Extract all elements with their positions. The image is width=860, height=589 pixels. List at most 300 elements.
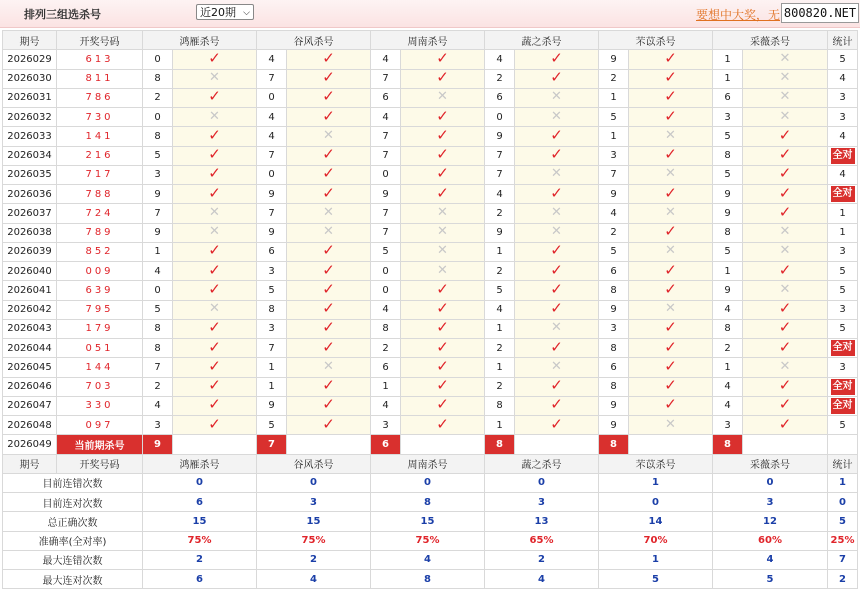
result-mark-cell	[515, 416, 599, 435]
check-icon: ✓	[208, 126, 221, 144]
check-icon: ✓	[778, 415, 792, 433]
kill-number-cell: 1	[713, 262, 743, 281]
result-mark-cell	[173, 185, 257, 204]
result-mark-cell	[173, 165, 257, 184]
kill-number-cell: 7	[143, 204, 173, 223]
period-cell: 2026040	[3, 262, 57, 281]
current-kill-number: 8	[713, 435, 743, 454]
period-cell: 2026037	[3, 204, 57, 223]
result-mark-cell	[401, 223, 485, 242]
stat-value: 1	[599, 473, 713, 492]
empty-cell	[743, 435, 828, 454]
cross-icon: ✕	[323, 204, 334, 220]
table-row	[3, 50, 858, 69]
kill-number-cell: 9	[599, 416, 629, 435]
stat-count: 0	[828, 493, 858, 512]
result-mark-cell	[743, 319, 828, 338]
period-cell: 2026047	[3, 396, 57, 415]
stat-value: 1	[599, 550, 713, 569]
table-row	[3, 281, 858, 300]
kill-number-cell: 8	[713, 146, 743, 165]
result-mark-cell	[401, 416, 485, 435]
kill-number-cell: 5	[143, 146, 173, 165]
check-icon: ✓	[550, 49, 563, 67]
kill-number-cell: 1	[485, 319, 515, 338]
check-icon: ✓	[322, 377, 335, 395]
kill-number-cell: 1	[599, 88, 629, 107]
count-cell: 5	[828, 262, 858, 281]
cross-icon: ✕	[665, 243, 676, 259]
check-icon: ✓	[208, 377, 221, 395]
stat-count: 25%	[828, 531, 858, 550]
result-mark-cell	[401, 146, 485, 165]
check-icon: ✓	[436, 146, 449, 164]
result-mark-cell	[287, 339, 371, 358]
period-cell: 2026043	[3, 319, 57, 338]
check-icon: ✓	[664, 377, 677, 395]
stat-value: 4	[371, 550, 485, 569]
table-row	[3, 204, 858, 223]
check-icon: ✓	[322, 88, 335, 106]
kill-number-cell: 7	[143, 358, 173, 377]
period-cell: 2026038	[3, 223, 57, 242]
check-icon: ✓	[322, 415, 335, 433]
check-icon: ✓	[208, 261, 221, 279]
result-mark-cell	[743, 242, 828, 261]
kill-number-cell: 1	[143, 242, 173, 261]
kill-number-cell: 8	[257, 300, 287, 319]
result-mark-cell	[173, 396, 257, 415]
check-icon: ✓	[436, 319, 449, 337]
col-expert-header: 蔬之杀号	[485, 31, 599, 50]
kill-number-cell: 5	[257, 416, 287, 435]
col-numbers-header: 开奖号码	[57, 454, 143, 473]
check-icon: ✓	[208, 396, 221, 414]
result-mark-cell	[515, 358, 599, 377]
result-mark-cell	[401, 319, 485, 338]
result-mark-cell	[287, 300, 371, 319]
period-cell: 2026046	[3, 377, 57, 396]
stat-value: 4	[485, 570, 599, 589]
kill-number-cell: 9	[599, 300, 629, 319]
kill-number-cell: 0	[143, 281, 173, 300]
check-icon: ✓	[778, 261, 792, 279]
kill-number-cell: 4	[143, 396, 173, 415]
draw-numbers-cell: 009	[57, 262, 143, 281]
kill-number-cell: 7	[485, 165, 515, 184]
kill-number-cell: 5	[599, 108, 629, 127]
result-mark-cell	[173, 319, 257, 338]
check-icon: ✓	[322, 242, 335, 260]
kill-number-table	[2, 30, 858, 589]
stat-label: 最大连对次数	[3, 570, 143, 589]
result-mark-cell	[287, 127, 371, 146]
check-icon: ✓	[322, 396, 335, 414]
stats-row	[3, 473, 858, 492]
result-mark-cell	[173, 146, 257, 165]
check-icon: ✓	[550, 261, 563, 279]
cross-icon: ✕	[323, 358, 334, 374]
kill-number-cell: 7	[257, 204, 287, 223]
check-icon: ✓	[664, 396, 677, 414]
result-mark-cell	[629, 396, 713, 415]
table-row	[3, 416, 858, 435]
result-mark-cell	[173, 339, 257, 358]
kill-number-cell: 0	[143, 50, 173, 69]
result-mark-cell	[743, 223, 828, 242]
table-row	[3, 185, 858, 204]
check-icon: ✓	[322, 338, 335, 356]
kill-number-cell: 7	[371, 204, 401, 223]
result-mark-cell	[743, 204, 828, 223]
result-mark-cell	[173, 358, 257, 377]
count-cell	[828, 339, 858, 358]
empty-cell	[629, 435, 713, 454]
result-mark-cell	[629, 416, 713, 435]
empty-cell	[173, 435, 257, 454]
check-icon: ✓	[208, 242, 221, 260]
count-cell: 4	[828, 127, 858, 146]
stat-value: 3	[257, 493, 371, 512]
kill-number-cell: 4	[713, 300, 743, 319]
stats-row	[3, 531, 858, 550]
draw-numbers-cell: 639	[57, 281, 143, 300]
check-icon: ✓	[208, 415, 221, 433]
kill-number-cell: 8	[713, 223, 743, 242]
kill-number-cell: 8	[599, 281, 629, 300]
result-mark-cell	[173, 69, 257, 88]
stat-value: 4	[713, 550, 828, 569]
kill-number-cell: 4	[257, 108, 287, 127]
period-range-select[interactable]	[196, 4, 254, 20]
current-kill-number: 8	[485, 435, 515, 454]
result-mark-cell	[287, 358, 371, 377]
draw-numbers-cell: 789	[57, 223, 143, 242]
result-mark-cell	[743, 358, 828, 377]
stat-value: 4	[257, 570, 371, 589]
result-mark-cell	[743, 88, 828, 107]
check-icon: ✓	[778, 396, 792, 414]
cross-icon: ✕	[551, 320, 562, 336]
result-mark-cell	[287, 223, 371, 242]
table-row	[3, 319, 858, 338]
check-icon: ✓	[436, 184, 449, 202]
check-icon: ✓	[436, 69, 449, 87]
result-mark-cell	[629, 223, 713, 242]
result-mark-cell	[173, 377, 257, 396]
result-mark-cell	[173, 281, 257, 300]
kill-number-cell: 6	[599, 262, 629, 281]
stat-value: 12	[713, 512, 828, 531]
kill-number-cell: 4	[599, 204, 629, 223]
kill-number-cell: 4	[257, 50, 287, 69]
kill-number-cell: 9	[713, 204, 743, 223]
check-icon: ✓	[436, 415, 449, 433]
check-icon: ✓	[550, 396, 563, 414]
result-mark-cell	[743, 396, 828, 415]
count-cell: 5	[828, 416, 858, 435]
result-mark-cell	[173, 127, 257, 146]
stat-value: 2	[257, 550, 371, 569]
check-icon: ✓	[778, 165, 792, 183]
kill-number-cell: 8	[143, 339, 173, 358]
stat-value: 3	[485, 493, 599, 512]
cross-icon: ✕	[779, 243, 791, 259]
result-mark-cell	[287, 69, 371, 88]
check-icon: ✓	[436, 357, 449, 375]
result-mark-cell	[743, 339, 828, 358]
table-row	[3, 146, 858, 165]
kill-number-cell: 1	[599, 127, 629, 146]
kill-number-cell: 8	[143, 319, 173, 338]
col-period-header: 期号	[3, 31, 57, 50]
result-mark-cell	[515, 69, 599, 88]
kill-number-cell: 7	[371, 127, 401, 146]
result-mark-cell	[743, 281, 828, 300]
check-icon: ✓	[208, 184, 221, 202]
result-mark-cell	[629, 146, 713, 165]
kill-number-cell: 4	[257, 127, 287, 146]
check-icon: ✓	[436, 49, 449, 67]
kill-number-cell: 5	[485, 281, 515, 300]
period-cell: 2026030	[3, 69, 57, 88]
check-icon: ✓	[322, 184, 335, 202]
draw-numbers-cell: 730	[57, 108, 143, 127]
result-mark-cell	[515, 281, 599, 300]
result-mark-cell	[401, 108, 485, 127]
stat-value: 15	[143, 512, 257, 531]
stat-count: 1	[828, 473, 858, 492]
kill-number-cell: 8	[485, 396, 515, 415]
stat-value: 60%	[713, 531, 828, 550]
kill-number-cell: 3	[371, 416, 401, 435]
col-numbers-header: 开奖号码	[57, 31, 143, 50]
check-icon: ✓	[322, 165, 335, 183]
current-kill-number: 8	[599, 435, 629, 454]
col-expert-header: 芣苡杀号	[599, 31, 713, 50]
draw-numbers-cell: 786	[57, 88, 143, 107]
result-mark-cell	[743, 377, 828, 396]
result-mark-cell	[743, 416, 828, 435]
count-cell	[828, 377, 858, 396]
all-correct-badge: 全对	[831, 148, 855, 164]
stat-value: 0	[599, 493, 713, 512]
period-range-value: 近20期	[200, 6, 236, 19]
result-mark-cell	[401, 377, 485, 396]
kill-number-cell: 9	[599, 396, 629, 415]
table-row	[3, 358, 858, 377]
check-icon: ✓	[322, 146, 335, 164]
result-mark-cell	[401, 358, 485, 377]
result-mark-cell	[629, 204, 713, 223]
cross-icon: ✕	[209, 301, 220, 317]
result-mark-cell	[401, 396, 485, 415]
kill-number-cell: 1	[713, 50, 743, 69]
result-mark-cell	[287, 146, 371, 165]
cross-icon: ✕	[665, 127, 676, 143]
result-mark-cell	[287, 319, 371, 338]
kill-number-cell: 2	[371, 339, 401, 358]
count-cell: 4	[828, 165, 858, 184]
stat-label: 最大连错次数	[3, 550, 143, 569]
kill-number-cell: 3	[257, 262, 287, 281]
check-icon: ✓	[778, 300, 792, 318]
kill-number-cell: 5	[599, 242, 629, 261]
kill-number-cell: 0	[371, 262, 401, 281]
check-icon: ✓	[436, 396, 449, 414]
result-mark-cell	[629, 377, 713, 396]
check-icon: ✓	[664, 49, 677, 67]
period-cell: 2026031	[3, 88, 57, 107]
check-icon: ✓	[436, 338, 449, 356]
result-mark-cell	[401, 300, 485, 319]
check-icon: ✓	[436, 165, 449, 183]
period-cell: 2026042	[3, 300, 57, 319]
result-mark-cell	[629, 339, 713, 358]
check-icon: ✓	[436, 377, 449, 395]
check-icon: ✓	[322, 300, 335, 318]
count-cell: 1	[828, 204, 858, 223]
stat-value: 0	[371, 473, 485, 492]
count-cell: 1	[828, 223, 858, 242]
check-icon: ✓	[322, 280, 335, 298]
stat-value: 6	[143, 493, 257, 512]
promo-marquee-link[interactable]: 要想中大奖，无	[696, 8, 781, 22]
count-cell	[828, 396, 858, 415]
table-row	[3, 300, 858, 319]
stats-row	[3, 570, 858, 589]
result-mark-cell	[287, 50, 371, 69]
kill-number-cell: 2	[599, 223, 629, 242]
result-mark-cell	[401, 262, 485, 281]
check-icon: ✓	[778, 184, 792, 202]
cross-icon: ✕	[551, 166, 562, 182]
result-mark-cell	[743, 146, 828, 165]
stat-value: 8	[371, 570, 485, 589]
check-icon: ✓	[664, 69, 677, 87]
kill-number-cell: 3	[257, 319, 287, 338]
check-icon: ✓	[322, 261, 335, 279]
result-mark-cell	[515, 146, 599, 165]
table-row	[3, 165, 858, 184]
kill-number-cell: 3	[599, 146, 629, 165]
check-icon: ✓	[436, 107, 449, 125]
kill-number-cell: 0	[371, 281, 401, 300]
kill-number-cell: 2	[485, 69, 515, 88]
kill-number-cell: 1	[485, 358, 515, 377]
cross-icon: ✕	[209, 70, 220, 86]
draw-numbers-cell: 811	[57, 69, 143, 88]
result-mark-cell	[629, 165, 713, 184]
check-icon: ✓	[208, 165, 221, 183]
kill-number-cell: 3	[143, 416, 173, 435]
kill-number-cell: 9	[485, 223, 515, 242]
kill-number-cell: 0	[371, 165, 401, 184]
check-icon: ✓	[322, 49, 335, 67]
kill-number-cell: 8	[371, 319, 401, 338]
count-cell: 3	[828, 242, 858, 261]
result-mark-cell	[287, 165, 371, 184]
kill-number-cell: 1	[713, 358, 743, 377]
check-icon: ✓	[436, 300, 449, 318]
result-mark-cell	[173, 223, 257, 242]
check-icon: ✓	[664, 319, 677, 337]
check-icon: ✓	[778, 126, 792, 144]
table-row	[3, 88, 858, 107]
stat-value: 15	[257, 512, 371, 531]
check-icon: ✓	[550, 338, 563, 356]
result-mark-cell	[287, 396, 371, 415]
result-mark-cell	[743, 300, 828, 319]
draw-numbers-cell: 179	[57, 319, 143, 338]
cross-icon: ✕	[665, 416, 676, 432]
stat-value: 0	[485, 473, 599, 492]
cross-icon: ✕	[551, 108, 562, 124]
check-icon: ✓	[436, 280, 449, 298]
draw-numbers-cell: 795	[57, 300, 143, 319]
table-row	[3, 127, 858, 146]
kill-number-cell: 0	[257, 165, 287, 184]
draw-numbers-cell: 051	[57, 339, 143, 358]
period-cell: 2026036	[3, 185, 57, 204]
draw-numbers-cell: 097	[57, 416, 143, 435]
stat-label: 目前连错次数	[3, 473, 143, 492]
current-kill-number: 7	[257, 435, 287, 454]
result-mark-cell	[173, 88, 257, 107]
kill-number-cell: 2	[599, 69, 629, 88]
period-cell: 2026041	[3, 281, 57, 300]
table-row	[3, 108, 858, 127]
stat-count: 5	[828, 512, 858, 531]
stat-value: 6	[143, 570, 257, 589]
kill-number-cell: 7	[371, 223, 401, 242]
check-icon: ✓	[550, 126, 563, 144]
period-cell: 2026048	[3, 416, 57, 435]
page-title: 排列三组选杀号	[24, 8, 101, 21]
kill-number-cell: 7	[257, 69, 287, 88]
stat-value: 0	[257, 473, 371, 492]
kill-number-cell: 5	[713, 242, 743, 261]
check-icon: ✓	[778, 377, 792, 395]
result-mark-cell	[173, 204, 257, 223]
result-mark-cell	[515, 262, 599, 281]
check-icon: ✓	[778, 338, 792, 356]
cross-icon: ✕	[779, 108, 791, 124]
draw-numbers-cell: 788	[57, 185, 143, 204]
kill-number-cell: 9	[257, 223, 287, 242]
col-expert-header: 谷风杀号	[257, 31, 371, 50]
empty-cell	[401, 435, 485, 454]
check-icon: ✓	[664, 223, 677, 241]
kill-number-cell: 5	[143, 300, 173, 319]
kill-number-cell: 0	[485, 108, 515, 127]
result-mark-cell	[515, 88, 599, 107]
result-mark-cell	[287, 242, 371, 261]
cross-icon: ✕	[437, 224, 448, 240]
kill-number-cell: 6	[371, 88, 401, 107]
cross-icon: ✕	[437, 262, 448, 278]
col-period-header: 期号	[3, 454, 57, 473]
kill-number-cell: 6	[371, 358, 401, 377]
result-mark-cell	[515, 127, 599, 146]
check-icon: ✓	[664, 357, 677, 375]
result-mark-cell	[287, 204, 371, 223]
col-count-header: 统计	[828, 454, 858, 473]
check-icon: ✓	[664, 338, 677, 356]
kill-number-cell: 5	[257, 281, 287, 300]
kill-number-cell: 7	[599, 165, 629, 184]
result-mark-cell	[287, 377, 371, 396]
